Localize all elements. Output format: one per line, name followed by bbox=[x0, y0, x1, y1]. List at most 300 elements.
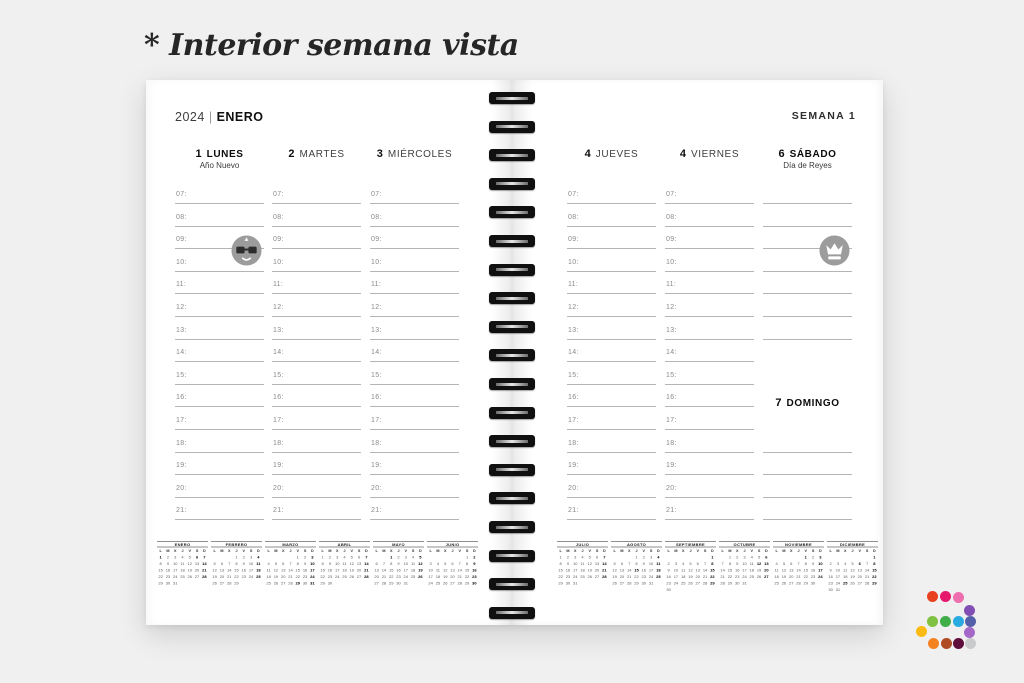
calendar-day: 23 bbox=[734, 574, 740, 579]
calendar-day: 20 bbox=[356, 568, 362, 573]
calendar-day: 2 bbox=[642, 555, 645, 560]
hour-line bbox=[272, 293, 361, 294]
calendar-day: 25 bbox=[680, 581, 686, 586]
calendar-day: 2 bbox=[811, 555, 815, 560]
hour-label: 18: bbox=[568, 439, 579, 447]
weekday-letter: J bbox=[289, 548, 292, 553]
calendar-day: 1 bbox=[728, 555, 732, 560]
calendar-day: 24 bbox=[334, 574, 340, 579]
hour-grid-miercoles bbox=[370, 190, 459, 529]
calendar-day: 23 bbox=[828, 581, 833, 586]
calendar-day: 20 bbox=[450, 574, 455, 579]
calendar-day: 14 bbox=[702, 568, 708, 573]
spiral-coil bbox=[489, 492, 535, 504]
calendar-day: 26 bbox=[781, 581, 787, 586]
hour-line bbox=[567, 384, 656, 385]
calendar-day: 27 bbox=[695, 581, 701, 586]
hour-label: 09: bbox=[273, 236, 284, 244]
weekend-slot bbox=[763, 213, 852, 236]
calendar-day: 4 bbox=[411, 555, 415, 560]
logo-dot bbox=[927, 591, 938, 602]
hour-label: 16: bbox=[371, 394, 382, 402]
calendar-day: 11 bbox=[843, 568, 848, 573]
weekday-letter: J bbox=[797, 548, 800, 553]
hour-line bbox=[272, 203, 361, 204]
calendar-day: 4 bbox=[844, 561, 847, 566]
calendar-day: 8 bbox=[711, 561, 714, 566]
calendar-day: 11 bbox=[180, 561, 185, 566]
calendar-day: 4 bbox=[682, 561, 685, 566]
calendar-day: 13 bbox=[857, 568, 863, 573]
hour-line bbox=[175, 226, 264, 227]
weekday-letter: D bbox=[818, 548, 822, 553]
calendar-day: 16 bbox=[828, 574, 833, 579]
calendar-day: 22 bbox=[727, 574, 733, 579]
logo-dot bbox=[941, 638, 952, 649]
calendar-day: 28 bbox=[202, 574, 207, 579]
calendar-day: 17 bbox=[403, 568, 409, 573]
hour-slot bbox=[175, 393, 264, 416]
day-column-sabado-domingo bbox=[763, 144, 852, 544]
calendar-day: 12 bbox=[187, 561, 193, 566]
hour-line bbox=[567, 497, 656, 498]
holiday-note-ano-nuevo: Año Nuevo bbox=[199, 161, 240, 170]
calendar-day: 20 bbox=[857, 574, 863, 579]
calendar-day: 10 bbox=[673, 568, 679, 573]
calendar-day: 24 bbox=[742, 574, 747, 579]
weekday-letter: D bbox=[202, 548, 206, 553]
calendar-day: 18 bbox=[580, 568, 585, 573]
hour-line bbox=[763, 226, 852, 227]
calendar-day: 14 bbox=[602, 561, 607, 566]
calendar-day: 9 bbox=[811, 561, 815, 566]
weekday-letter: M bbox=[566, 548, 570, 553]
mini-calendar-marzo bbox=[265, 541, 316, 596]
hour-line bbox=[370, 474, 459, 475]
calendar-day: 27 bbox=[788, 581, 794, 586]
weekday-letter: M bbox=[728, 548, 732, 553]
hour-line bbox=[665, 519, 754, 520]
weekday-letter: X bbox=[227, 548, 231, 553]
calendar-day: 26 bbox=[850, 581, 855, 586]
hour-grid-viernes bbox=[665, 190, 754, 529]
calendar-day: 4 bbox=[436, 561, 440, 566]
hour-line bbox=[175, 519, 264, 520]
calendar-day: 17 bbox=[648, 568, 654, 573]
calendar-day: 16 bbox=[565, 568, 571, 573]
weekday-letter: D bbox=[872, 548, 876, 553]
hour-line bbox=[665, 384, 754, 385]
hour-slot bbox=[175, 190, 264, 213]
calendar-day: 13 bbox=[695, 568, 701, 573]
hour-line bbox=[567, 316, 656, 317]
calendar-day: 3 bbox=[311, 555, 314, 560]
calendar-day: 10 bbox=[172, 561, 178, 566]
hour-line bbox=[763, 474, 852, 475]
calendar-day: 25 bbox=[842, 581, 848, 586]
calendar-day: 25 bbox=[180, 574, 185, 579]
brand-logo-dots bbox=[905, 580, 987, 656]
calendar-day: 10 bbox=[835, 568, 841, 573]
mini-calendar-noviembre bbox=[773, 541, 824, 596]
hour-label: 10: bbox=[176, 258, 187, 266]
calendar-day: 17 bbox=[248, 568, 254, 573]
weekend-slot bbox=[763, 371, 852, 394]
hour-label: 17: bbox=[666, 416, 677, 424]
calendar-day: 7 bbox=[365, 555, 368, 560]
calendar-day: 12 bbox=[273, 568, 279, 573]
weekday-letter: M bbox=[836, 548, 840, 553]
weekend-slot bbox=[763, 393, 852, 416]
hour-line bbox=[763, 316, 852, 317]
weekday-letter: L bbox=[429, 548, 432, 553]
calendar-day: 21 bbox=[364, 568, 369, 573]
calendar-day: 24 bbox=[428, 581, 433, 586]
calendar-day: 25 bbox=[342, 574, 347, 579]
logo-dot bbox=[916, 626, 927, 637]
calendar-day: 24 bbox=[172, 574, 178, 579]
calendar-day: 21 bbox=[202, 568, 207, 573]
calendar-day: 22 bbox=[320, 574, 325, 579]
calendar-day: 3 bbox=[174, 555, 177, 560]
calendar-day: 26 bbox=[442, 581, 448, 586]
hour-slot bbox=[370, 213, 459, 236]
calendar-day: 20 bbox=[374, 574, 379, 579]
calendar-day: 28 bbox=[864, 581, 870, 586]
spiral-coil bbox=[489, 407, 535, 419]
calendar-day: 22 bbox=[710, 574, 715, 579]
hour-line bbox=[175, 406, 264, 407]
hour-line bbox=[567, 474, 656, 475]
hour-line bbox=[175, 429, 264, 430]
calendar-day: 31 bbox=[572, 581, 578, 586]
spiral-coil bbox=[489, 321, 535, 333]
calendar-day: 10 bbox=[403, 561, 409, 566]
calendar-day: 7 bbox=[289, 561, 292, 566]
hour-label: 12: bbox=[176, 303, 187, 311]
calendar-day: 3 bbox=[574, 555, 577, 560]
calendar-day: 2 bbox=[667, 561, 670, 566]
mini-calendar-title: ABRIL bbox=[319, 541, 370, 548]
mini-calendar-title: FEBRERO bbox=[211, 541, 262, 548]
weekday-letter: L bbox=[213, 548, 216, 553]
calendar-day: 12 bbox=[756, 561, 762, 566]
hour-label: 08: bbox=[176, 213, 187, 221]
hour-label: 09: bbox=[176, 236, 187, 244]
hour-slot bbox=[567, 258, 656, 281]
hour-slot bbox=[272, 280, 361, 303]
calendar-day: 24 bbox=[310, 574, 315, 579]
day-name: MARTES bbox=[299, 149, 345, 160]
calendar-day: 14 bbox=[626, 568, 632, 573]
weekday-letter: V bbox=[188, 548, 192, 553]
logo-dot bbox=[964, 605, 975, 616]
calendar-day: 17 bbox=[334, 568, 340, 573]
day-name: SÁBADO bbox=[789, 149, 837, 160]
calendar-day: 23 bbox=[241, 574, 247, 579]
weekend-slot bbox=[763, 326, 852, 349]
weekday-letter: D bbox=[472, 548, 476, 553]
calendar-day: 1 bbox=[559, 555, 562, 560]
calendar-day: 22 bbox=[295, 574, 301, 579]
calendar-day: 16 bbox=[666, 574, 671, 579]
calendar-day: 23 bbox=[641, 574, 647, 579]
hour-line bbox=[567, 271, 656, 272]
holiday-note-dia-de-reyes: Día de Reyes bbox=[783, 161, 832, 170]
calendar-day: 16 bbox=[396, 568, 401, 573]
calendar-day: 6 bbox=[282, 561, 285, 566]
weekday-letter: L bbox=[667, 548, 670, 553]
hour-slot bbox=[370, 416, 459, 439]
weekday-letter: V bbox=[350, 548, 354, 553]
hour-line bbox=[665, 452, 754, 453]
hour-slot bbox=[567, 371, 656, 394]
hour-label: 21: bbox=[273, 507, 284, 515]
hour-line bbox=[763, 339, 852, 340]
calendar-day: 10 bbox=[818, 561, 823, 566]
calendar-day: 20 bbox=[194, 568, 200, 573]
hour-line bbox=[370, 316, 459, 317]
calendar-day: 12 bbox=[612, 568, 617, 573]
spiral-coil bbox=[489, 92, 535, 104]
weekday-letter: X bbox=[789, 548, 793, 553]
weekday-letter: M bbox=[382, 548, 386, 553]
weekday-letter: M bbox=[220, 548, 224, 553]
calendar-day: 30 bbox=[666, 587, 671, 592]
hour-slot bbox=[370, 235, 459, 258]
calendar-day: 23 bbox=[666, 581, 671, 586]
calendar-day: 30 bbox=[165, 581, 171, 586]
calendar-day: 27 bbox=[450, 581, 455, 586]
hour-line bbox=[370, 497, 459, 498]
hour-label: 12: bbox=[666, 303, 677, 311]
hour-label: 11: bbox=[666, 281, 677, 289]
mini-calendar-title: MARZO bbox=[265, 541, 316, 548]
weekday-letter: X bbox=[389, 548, 393, 553]
spiral-coil bbox=[489, 435, 535, 447]
calendar-day: 29 bbox=[634, 581, 639, 586]
hour-line bbox=[567, 339, 656, 340]
hour-slot bbox=[272, 461, 361, 484]
calendar-day: 16 bbox=[327, 568, 333, 573]
hour-slot bbox=[370, 506, 459, 529]
weekday-letter: V bbox=[696, 548, 700, 553]
calendar-day: 11 bbox=[266, 568, 271, 573]
weekday-letter: X bbox=[281, 548, 285, 553]
hour-slot bbox=[272, 371, 361, 394]
calendar-day: 14 bbox=[796, 568, 801, 573]
calendar-day: 13 bbox=[194, 561, 200, 566]
calendar-day: 12 bbox=[688, 568, 693, 573]
hour-line bbox=[763, 497, 852, 498]
weekday-letter: V bbox=[296, 548, 300, 553]
hour-line bbox=[665, 497, 754, 498]
calendar-day: 16 bbox=[641, 568, 647, 573]
calendar-day: 18 bbox=[656, 568, 661, 573]
hour-line bbox=[370, 452, 459, 453]
hour-slot bbox=[567, 213, 656, 236]
calendar-day: 22 bbox=[803, 574, 809, 579]
mini-calendar-grid bbox=[611, 554, 662, 587]
day-number: 4 bbox=[584, 148, 591, 160]
calendar-day: 31 bbox=[742, 581, 747, 586]
calendar-day: 7 bbox=[382, 561, 386, 566]
weekday-letter: L bbox=[267, 548, 270, 553]
weekday-letter: V bbox=[588, 548, 592, 553]
logo-dot bbox=[965, 638, 976, 649]
calendar-day: 7 bbox=[228, 561, 231, 566]
hour-line bbox=[665, 339, 754, 340]
hour-label: 13: bbox=[273, 326, 284, 334]
hour-slot bbox=[175, 416, 264, 439]
hour-line bbox=[567, 293, 656, 294]
calendar-day: 19 bbox=[756, 568, 762, 573]
weekday-letter: S bbox=[357, 548, 361, 553]
weekend-slot bbox=[763, 303, 852, 326]
hour-slot bbox=[665, 235, 754, 258]
calendar-day: 21 bbox=[288, 574, 293, 579]
day-header-jueves bbox=[567, 144, 656, 158]
hour-slot bbox=[175, 506, 264, 529]
calendar-day: 29 bbox=[464, 581, 470, 586]
calendar-day: 15 bbox=[464, 568, 470, 573]
hour-label: 17: bbox=[176, 416, 187, 424]
hour-line bbox=[175, 384, 264, 385]
mini-calendar-title: ENERO bbox=[157, 541, 208, 548]
hour-line bbox=[763, 452, 852, 453]
weekday-letter: L bbox=[829, 548, 832, 553]
hour-slot bbox=[175, 439, 264, 462]
calendar-day: 9 bbox=[736, 561, 739, 566]
weekday-letter: D bbox=[602, 548, 606, 553]
mini-calendar-enero bbox=[157, 541, 208, 596]
calendar-day: 4 bbox=[181, 555, 184, 560]
calendar-day: 23 bbox=[327, 574, 333, 579]
mini-calendar-title: OCTUBRE bbox=[719, 541, 770, 548]
hour-label: 20: bbox=[666, 484, 677, 492]
calendar-day: 10 bbox=[572, 561, 578, 566]
calendar-day: 27 bbox=[280, 581, 286, 586]
day-name: VIERNES bbox=[691, 149, 740, 160]
mini-calendar-grid bbox=[319, 554, 370, 587]
hour-slot bbox=[567, 416, 656, 439]
weekday-letter: V bbox=[750, 548, 754, 553]
calendar-day: 6 bbox=[357, 555, 361, 560]
hour-slot bbox=[370, 484, 459, 507]
calendar-day: 13 bbox=[219, 568, 225, 573]
hour-label: 17: bbox=[273, 416, 284, 424]
calendar-day: 10 bbox=[742, 561, 747, 566]
hour-slot bbox=[665, 190, 754, 213]
weekday-letter: X bbox=[627, 548, 631, 553]
weekday-letter: S bbox=[303, 548, 307, 553]
hour-line bbox=[175, 293, 264, 294]
calendar-day: 22 bbox=[634, 574, 639, 579]
calendar-day: 11 bbox=[749, 561, 754, 566]
calendar-day: 21 bbox=[457, 574, 463, 579]
mini-calendar-grid bbox=[427, 554, 478, 587]
mini-calendar-grid bbox=[157, 554, 208, 587]
hour-label: 19: bbox=[176, 462, 187, 470]
hour-slot bbox=[175, 371, 264, 394]
hour-label: 21: bbox=[666, 507, 677, 515]
mini-calendars-right bbox=[557, 541, 878, 597]
hour-line bbox=[272, 384, 361, 385]
calendar-day: 19 bbox=[212, 574, 217, 579]
hour-slot bbox=[567, 303, 656, 326]
hour-label: 12: bbox=[568, 303, 579, 311]
hour-label: 18: bbox=[666, 439, 677, 447]
calendar-day: 26 bbox=[756, 574, 762, 579]
hour-slot bbox=[175, 348, 264, 371]
day-number: 6 bbox=[778, 148, 785, 160]
weekday-letter: D bbox=[310, 548, 314, 553]
calendar-day: 15 bbox=[558, 568, 563, 573]
hour-line bbox=[370, 271, 459, 272]
calendar-day: 12 bbox=[587, 561, 593, 566]
spiral-coil bbox=[489, 378, 535, 390]
hour-label: 21: bbox=[176, 507, 187, 515]
day-name: LUNES bbox=[206, 149, 244, 160]
hour-line bbox=[665, 316, 754, 317]
weekday-letter: V bbox=[458, 548, 462, 553]
hour-slot bbox=[665, 348, 754, 371]
weekday-letter: V bbox=[404, 548, 408, 553]
hour-label: 21: bbox=[371, 507, 382, 515]
weekday-letter: S bbox=[865, 548, 869, 553]
hour-slot bbox=[665, 303, 754, 326]
calendar-day: 1 bbox=[804, 555, 807, 560]
calendar-day: 5 bbox=[350, 555, 353, 560]
calendar-day: 3 bbox=[819, 555, 822, 560]
calendar-day: 3 bbox=[649, 555, 653, 560]
mini-calendar-julio bbox=[557, 541, 608, 596]
hour-label: 16: bbox=[568, 394, 579, 402]
hour-slot bbox=[370, 461, 459, 484]
calendar-day: 10 bbox=[248, 561, 254, 566]
hour-line bbox=[567, 519, 656, 520]
calendar-day: 29 bbox=[710, 581, 715, 586]
calendar-day: 3 bbox=[429, 561, 432, 566]
calendar-day: 22 bbox=[464, 574, 470, 579]
weekday-letter: S bbox=[249, 548, 253, 553]
hour-label: 20: bbox=[273, 484, 284, 492]
calendar-day: 22 bbox=[234, 574, 239, 579]
hour-slot bbox=[665, 371, 754, 394]
calendar-day: 31 bbox=[403, 581, 409, 586]
weekday-letter: M bbox=[328, 548, 332, 553]
hour-label: 13: bbox=[666, 326, 677, 334]
spiral-coil bbox=[489, 121, 535, 133]
calendar-day: 16 bbox=[810, 568, 816, 573]
calendar-day: 10 bbox=[428, 568, 433, 573]
hour-slot bbox=[370, 371, 459, 394]
calendar-day: 13 bbox=[280, 568, 286, 573]
calendar-day: 18 bbox=[774, 574, 779, 579]
mini-calendar-title: NOVIEMBRE bbox=[773, 541, 824, 548]
hour-label: 11: bbox=[273, 281, 284, 289]
calendar-day: 8 bbox=[235, 561, 238, 566]
hour-line bbox=[665, 406, 754, 407]
calendar-day: 18 bbox=[680, 574, 686, 579]
weekday-letter: L bbox=[721, 548, 724, 553]
calendar-day: 20 bbox=[280, 574, 286, 579]
calendar-day: 1 bbox=[390, 555, 393, 560]
calendar-day: 19 bbox=[349, 568, 355, 573]
calendar-day: 26 bbox=[418, 574, 423, 579]
calendar-day: 10 bbox=[648, 561, 654, 566]
day-header-lunes bbox=[175, 144, 264, 158]
